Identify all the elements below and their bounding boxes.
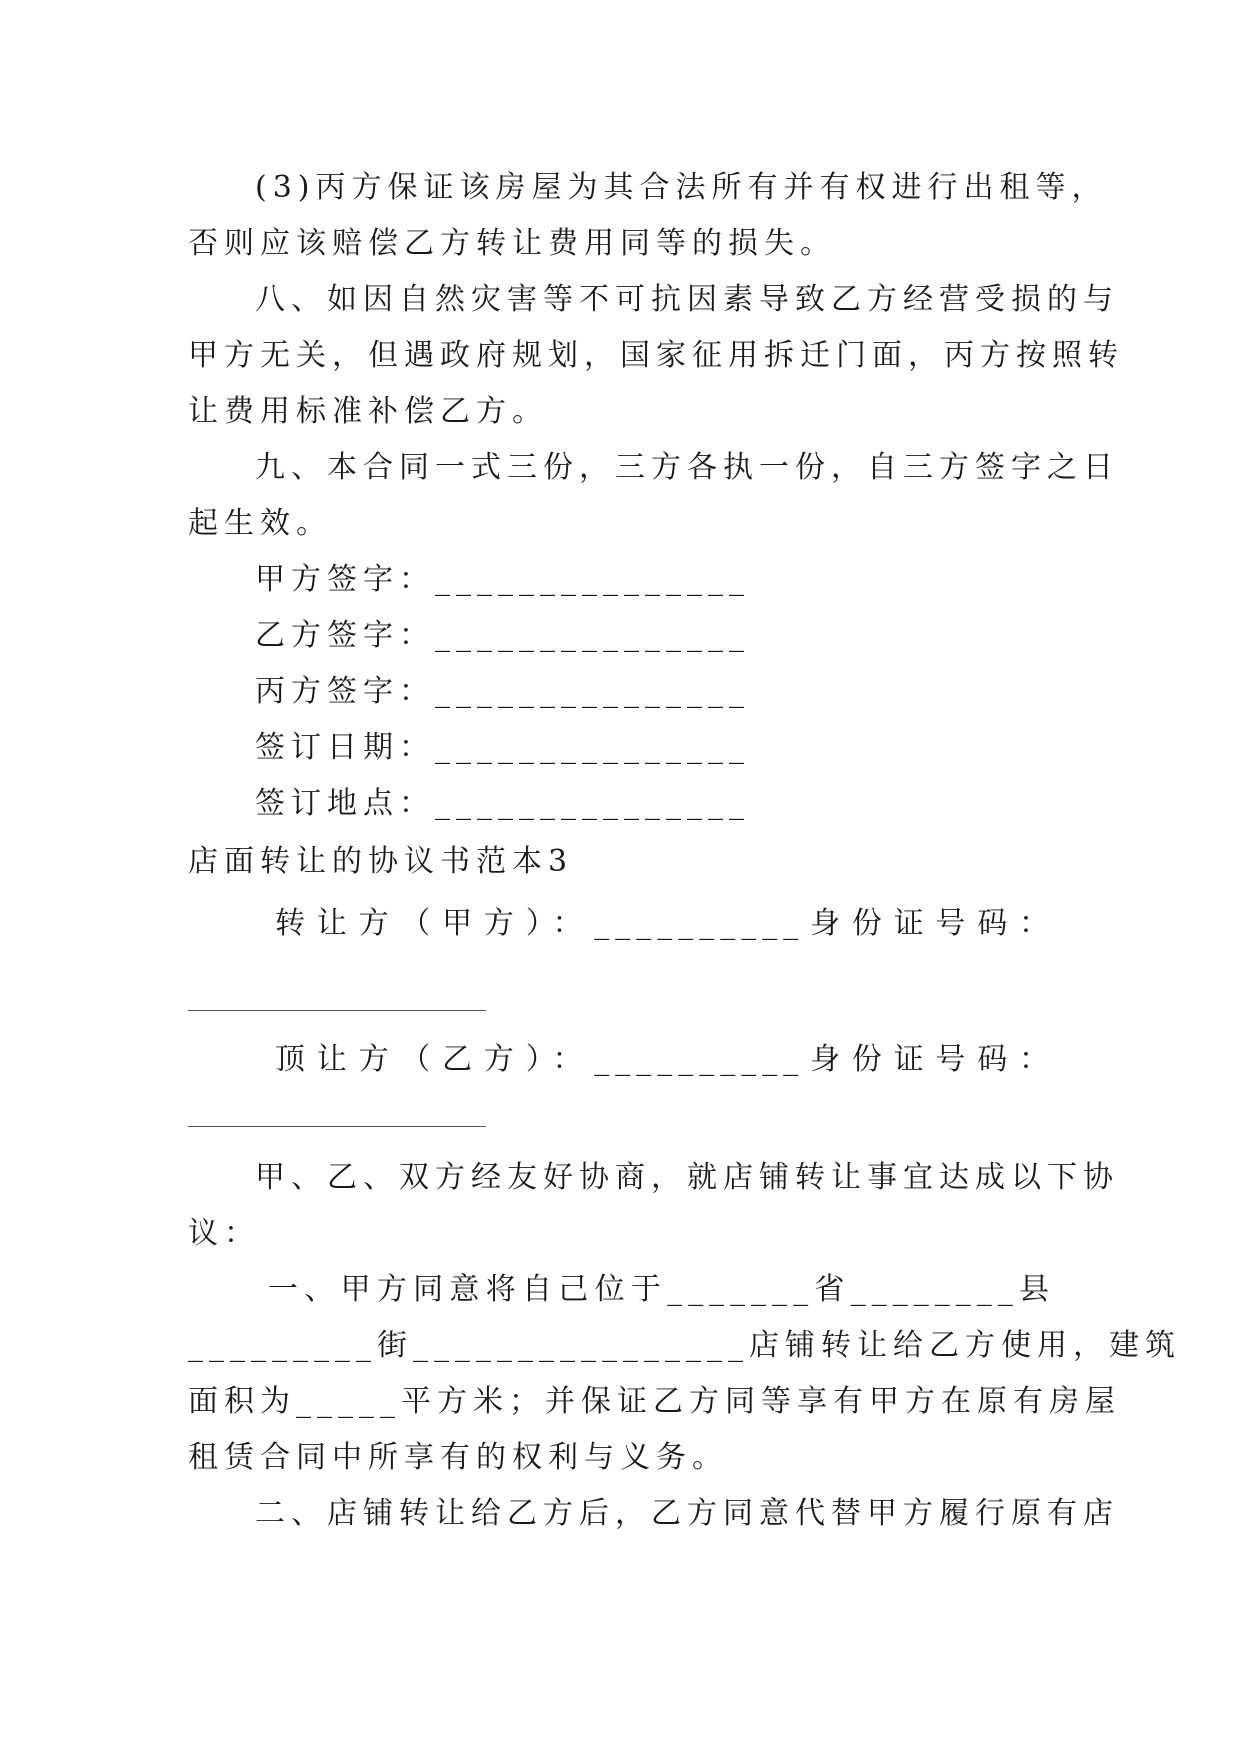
- signing-date: 签订日期：_______________: [255, 730, 750, 765]
- signing-place: 签订地点：_______________: [255, 786, 750, 821]
- signature-party-c: 丙方签字：_______________: [255, 674, 750, 709]
- text-line: 租赁合同中所享有的权利与义务。: [188, 1440, 728, 1475]
- text-line: _________街________________店铺转让给乙方使用，建筑: [188, 1328, 1181, 1363]
- signature-party-b: 乙方签字：_______________: [255, 618, 750, 653]
- text-line: 起生效。: [188, 506, 332, 541]
- text-line: 八、如因自然灾害等不可抗因素导致乙方经营受损的与: [255, 282, 1119, 317]
- text-line: 二、店铺转让给乙方后，乙方同意代替甲方履行原有店: [255, 1496, 1119, 1531]
- signature-party-a: 甲方签字：_______________: [255, 562, 750, 597]
- text-line: 让费用标准补偿乙方。: [188, 394, 548, 429]
- text-line: 议：: [188, 1216, 260, 1251]
- text-line: 面积为_____平方米；并保证乙方同等享有甲方在原有房屋: [188, 1384, 1121, 1419]
- text-line: (3)丙方保证该房屋为其合法所有并有权进行出租等，: [255, 170, 1108, 205]
- section-title: 店面转让的协议书范本3: [188, 844, 574, 879]
- blank-underline: [188, 1010, 486, 1011]
- text-line: 一、甲方同意将自己位于_______省________县: [268, 1272, 1055, 1307]
- text-line: 甲、乙、双方经友好协商，就店铺转让事宜达成以下协: [255, 1160, 1119, 1195]
- transferee-line: 顶让方（乙方）：__________身份证号码：: [275, 1042, 1055, 1077]
- transferor-line: 转让方（甲方）：__________身份证号码：: [275, 906, 1055, 941]
- text-line: 否则应该赔偿乙方转让费用同等的损失。: [188, 226, 836, 261]
- text-line: 九、本合同一式三份，三方各执一份，自三方签字之日: [255, 450, 1119, 485]
- blank-underline: [188, 1126, 486, 1127]
- text-line: 甲方无关，但遇政府规划，国家征用拆迁门面，丙方按照转: [188, 338, 1124, 373]
